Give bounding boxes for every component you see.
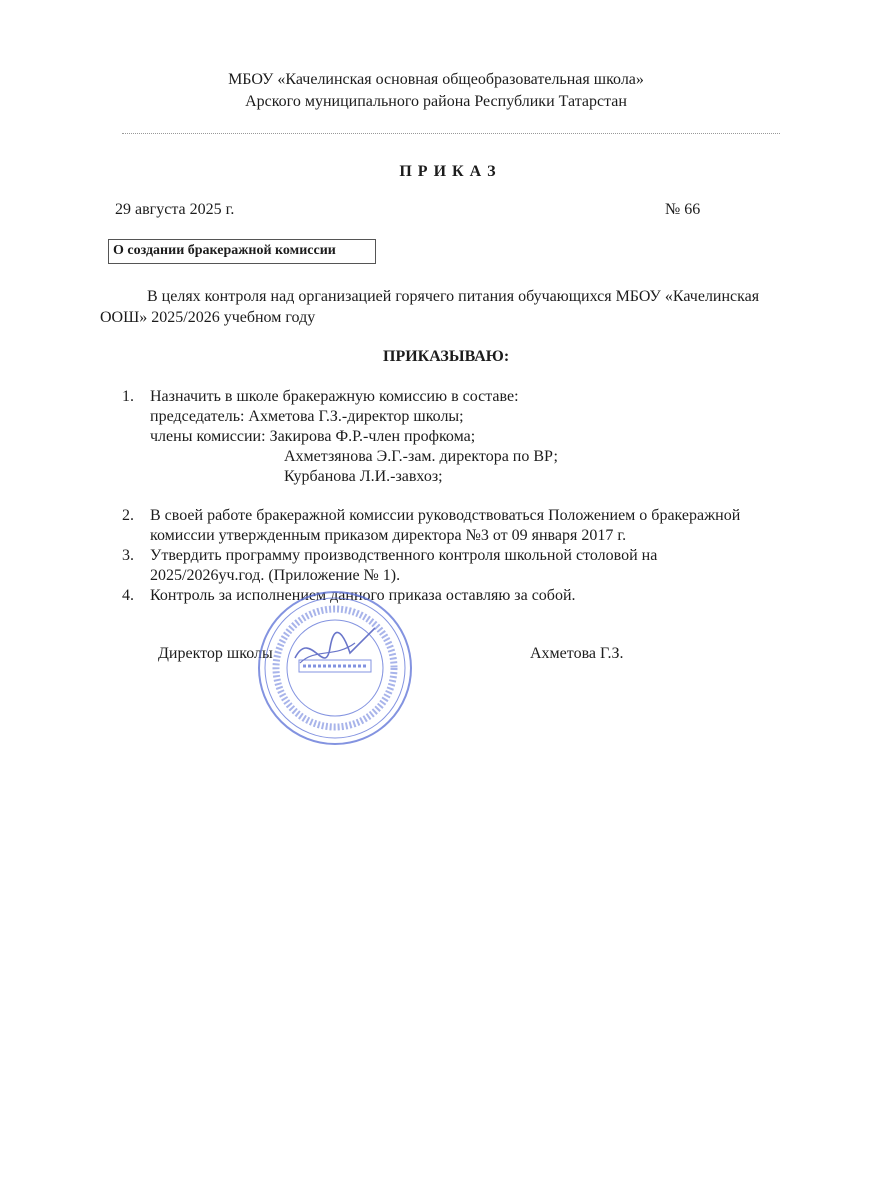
item-line: Ахметзянова Э.Г.-зам. директора по ВР; <box>284 448 558 465</box>
preamble-line1: В целях контроля над организацией горячего питания обучающихся МБОУ «Качелинская <box>147 288 760 305</box>
item-line: Контроль за исполнением данного приказа оставляю за собой. <box>150 587 576 604</box>
order-heading: ПРИКАЗЫВАЮ: <box>383 348 510 365</box>
item-number: 3. <box>122 547 134 564</box>
item-line: комиссии утвержденным приказом директора №3 от 09 января 2017 г. <box>150 527 627 544</box>
item-line: В своей работе бракеражной комиссии руководствоваться Положением о бракеражной <box>150 507 741 524</box>
signature-position: Директор школы <box>158 645 273 662</box>
item-line: Утвердить программу производственного контроля школьной столовой на <box>150 547 658 564</box>
item-line: председатель: Ахметова Г.З.-директор школы; <box>150 408 464 425</box>
document-title: П Р И К А З <box>399 163 497 180</box>
document-date: 29 августа 2025 г. <box>115 201 235 218</box>
item-line: члены комиссии: Закирова Ф.Р.-член профкома; <box>150 428 476 445</box>
item-line: Назначить в школе бракеражную комиссию в составе: <box>150 388 519 405</box>
item-number: 1. <box>122 388 134 405</box>
preamble-line2: ООШ» 2025/2026 учебном году <box>100 309 316 326</box>
official-stamp-icon <box>255 588 415 748</box>
signature-name: Ахметова Г.З. <box>530 645 624 662</box>
subject-box <box>108 239 376 264</box>
item-line: 2025/2026уч.год. (Приложение № 1). <box>150 567 401 584</box>
item-number: 2. <box>122 507 134 524</box>
org-name-line1: МБОУ «Качелинская основная общеобразовательная школа» <box>228 71 644 88</box>
subject: О создании бракеражной комиссии <box>113 243 336 258</box>
org-name-line2: Арского муниципального района Республики Татарстан <box>245 93 627 110</box>
item-line: Курбанова Л.И.-завхоз; <box>284 468 443 485</box>
document-number: № 66 <box>665 201 701 218</box>
item-number: 4. <box>122 587 134 604</box>
header-divider <box>122 133 780 134</box>
